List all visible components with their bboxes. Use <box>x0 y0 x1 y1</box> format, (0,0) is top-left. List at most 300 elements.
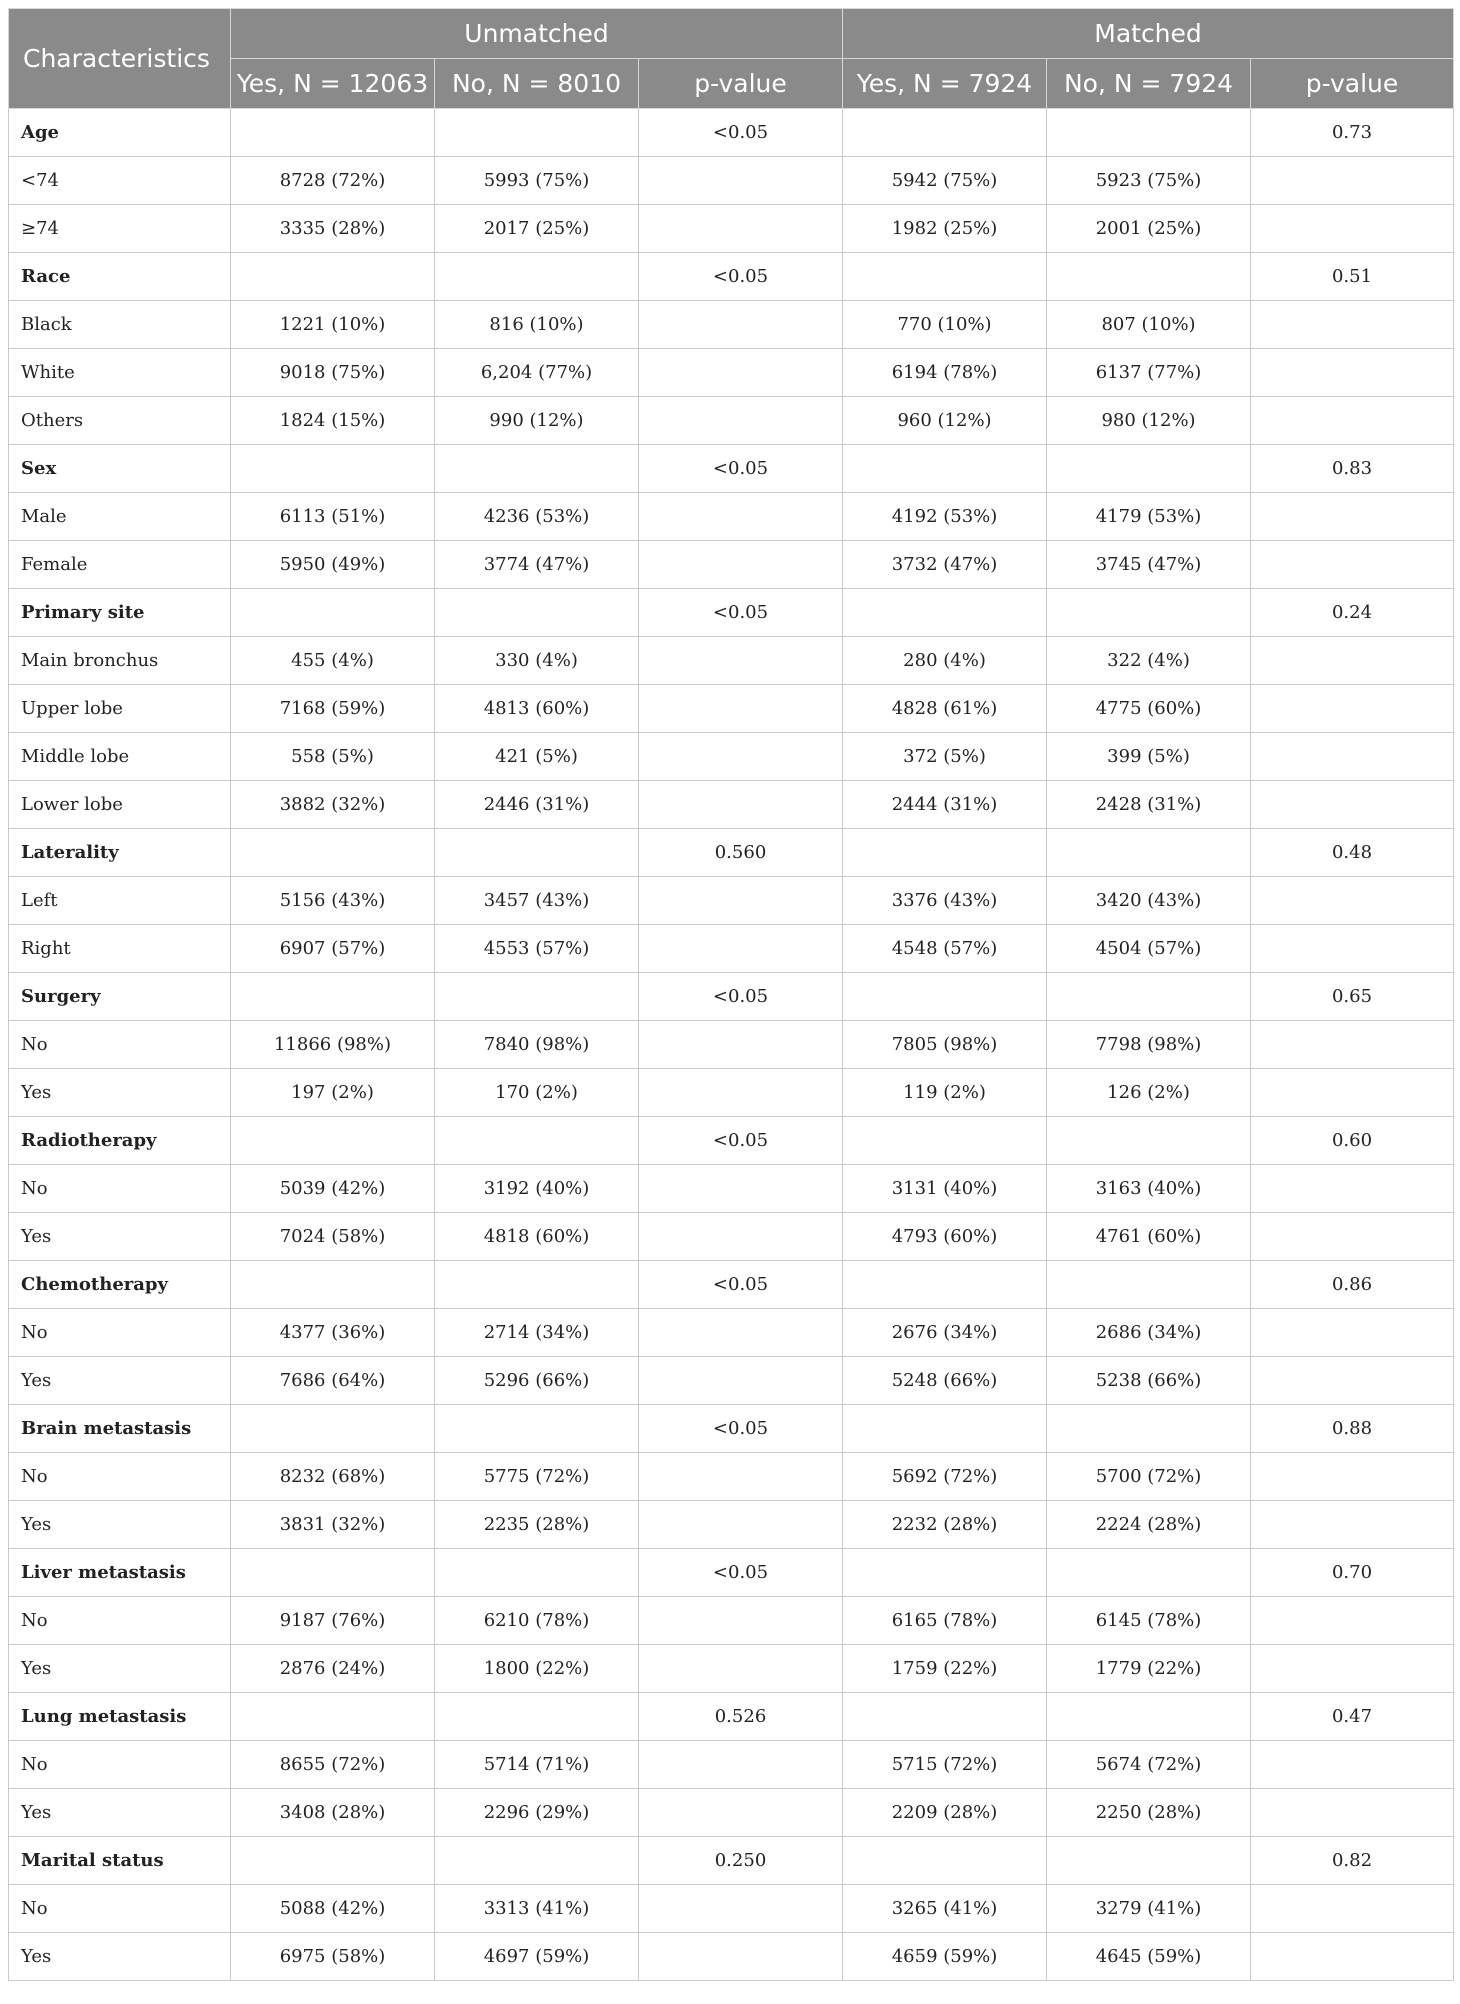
cell-unmatched-no: 5775 (72%) <box>435 1453 639 1501</box>
cell-unmatched-p-value: <0.05 <box>639 253 843 301</box>
cell-unmatched-yes <box>231 1117 435 1165</box>
cell-label: Yes <box>9 1069 231 1117</box>
table-row <box>9 925 1454 973</box>
cell-unmatched-p-value <box>639 1069 843 1117</box>
table-row <box>9 1885 1454 1933</box>
cell-matched-no <box>1047 445 1251 493</box>
cell-unmatched-p-value <box>639 1597 843 1645</box>
cell-label: No <box>9 1885 231 1933</box>
cell-matched-p-value <box>1251 1501 1454 1549</box>
cell-matched-p-value <box>1251 1357 1454 1405</box>
cell-matched-yes <box>843 1405 1047 1453</box>
cell-matched-p-value <box>1251 301 1454 349</box>
cell-unmatched-yes <box>231 1261 435 1309</box>
category-row <box>9 253 1454 301</box>
cell-label: Sex <box>9 445 231 493</box>
table-row <box>9 1453 1454 1501</box>
table-row <box>9 1309 1454 1357</box>
category-row <box>9 589 1454 637</box>
cell-unmatched-p-value <box>639 1741 843 1789</box>
table-row <box>9 877 1454 925</box>
category-row <box>9 445 1454 493</box>
cell-matched-yes: 6194 (78%) <box>843 349 1047 397</box>
cell-label: Lower lobe <box>9 781 231 829</box>
cell-matched-no: 807 (10%) <box>1047 301 1251 349</box>
cell-unmatched-no <box>435 973 639 1021</box>
cell-matched-no <box>1047 589 1251 637</box>
cell-matched-p-value <box>1251 1933 1454 1981</box>
cell-label: <74 <box>9 157 231 205</box>
cell-label: Radiotherapy <box>9 1117 231 1165</box>
cell-unmatched-no: 421 (5%) <box>435 733 639 781</box>
cell-matched-yes: 3732 (47%) <box>843 541 1047 589</box>
category-row <box>9 973 1454 1021</box>
cell-matched-p-value <box>1251 541 1454 589</box>
cell-unmatched-no: 4553 (57%) <box>435 925 639 973</box>
cell-label: Right <box>9 925 231 973</box>
cell-matched-no: 5923 (75%) <box>1047 157 1251 205</box>
cell-unmatched-yes: 1221 (10%) <box>231 301 435 349</box>
table-row <box>9 1789 1454 1837</box>
cell-matched-p-value <box>1251 1645 1454 1693</box>
cell-label: Yes <box>9 1933 231 1981</box>
cell-unmatched-no: 330 (4%) <box>435 637 639 685</box>
cell-unmatched-no: 1800 (22%) <box>435 1645 639 1693</box>
cell-matched-yes <box>843 973 1047 1021</box>
cell-unmatched-p-value <box>639 1357 843 1405</box>
table-header <box>9 9 1454 109</box>
cell-unmatched-p-value <box>639 1645 843 1693</box>
cell-matched-p-value <box>1251 1885 1454 1933</box>
cell-matched-p-value: 0.65 <box>1251 973 1454 1021</box>
cell-unmatched-p-value <box>639 1021 843 1069</box>
cell-label: Surgery <box>9 973 231 1021</box>
cell-matched-no <box>1047 1549 1251 1597</box>
cell-matched-no: 322 (4%) <box>1047 637 1251 685</box>
cell-unmatched-p-value <box>639 1213 843 1261</box>
cell-matched-no: 2686 (34%) <box>1047 1309 1251 1357</box>
cell-matched-yes: 4793 (60%) <box>843 1213 1047 1261</box>
cell-unmatched-p-value <box>639 1501 843 1549</box>
cell-unmatched-p-value <box>639 685 843 733</box>
cell-unmatched-yes: 8655 (72%) <box>231 1741 435 1789</box>
cell-unmatched-p-value: 0.250 <box>639 1837 843 1885</box>
cell-matched-no: 4775 (60%) <box>1047 685 1251 733</box>
cell-label: No <box>9 1741 231 1789</box>
cell-unmatched-no: 3192 (40%) <box>435 1165 639 1213</box>
cell-unmatched-no <box>435 1405 639 1453</box>
table-row <box>9 493 1454 541</box>
cell-unmatched-no <box>435 445 639 493</box>
cell-unmatched-no <box>435 1837 639 1885</box>
cell-unmatched-yes: 6975 (58%) <box>231 1933 435 1981</box>
cell-matched-p-value: 0.24 <box>1251 589 1454 637</box>
cell-label: Age <box>9 109 231 157</box>
table-row <box>9 1501 1454 1549</box>
cell-unmatched-p-value <box>639 1933 843 1981</box>
cell-matched-yes: 119 (2%) <box>843 1069 1047 1117</box>
cell-label: Brain metastasis <box>9 1405 231 1453</box>
cell-unmatched-no: 990 (12%) <box>435 397 639 445</box>
characteristics-table <box>8 8 1454 1981</box>
cell-matched-p-value <box>1251 1597 1454 1645</box>
header-unmatched: Unmatched <box>231 9 843 59</box>
cell-label: Chemotherapy <box>9 1261 231 1309</box>
cell-unmatched-p-value <box>639 1885 843 1933</box>
cell-matched-p-value: 0.83 <box>1251 445 1454 493</box>
cell-unmatched-yes: 197 (2%) <box>231 1069 435 1117</box>
cell-matched-p-value <box>1251 877 1454 925</box>
cell-matched-yes: 3131 (40%) <box>843 1165 1047 1213</box>
cell-matched-yes: 4192 (53%) <box>843 493 1047 541</box>
cell-matched-no: 7798 (98%) <box>1047 1021 1251 1069</box>
cell-matched-yes: 372 (5%) <box>843 733 1047 781</box>
cell-label: Race <box>9 253 231 301</box>
cell-matched-no: 1779 (22%) <box>1047 1645 1251 1693</box>
cell-unmatched-p-value: <0.05 <box>639 1117 843 1165</box>
cell-unmatched-yes: 455 (4%) <box>231 637 435 685</box>
cell-matched-p-value <box>1251 205 1454 253</box>
cell-unmatched-p-value <box>639 349 843 397</box>
cell-label: Laterality <box>9 829 231 877</box>
cell-unmatched-yes <box>231 829 435 877</box>
cell-matched-yes: 2444 (31%) <box>843 781 1047 829</box>
cell-unmatched-no: 2296 (29%) <box>435 1789 639 1837</box>
cell-unmatched-yes: 3831 (32%) <box>231 1501 435 1549</box>
cell-unmatched-no: 7840 (98%) <box>435 1021 639 1069</box>
category-row <box>9 1549 1454 1597</box>
category-row <box>9 1405 1454 1453</box>
cell-unmatched-p-value: <0.05 <box>639 973 843 1021</box>
cell-matched-yes: 4659 (59%) <box>843 1933 1047 1981</box>
cell-matched-yes: 6165 (78%) <box>843 1597 1047 1645</box>
cell-label: Black <box>9 301 231 349</box>
cell-matched-yes <box>843 589 1047 637</box>
cell-unmatched-p-value: <0.05 <box>639 1405 843 1453</box>
cell-unmatched-p-value <box>639 877 843 925</box>
cell-unmatched-no: 816 (10%) <box>435 301 639 349</box>
table-row <box>9 1069 1454 1117</box>
cell-matched-p-value: 0.47 <box>1251 1693 1454 1741</box>
cell-matched-p-value: 0.73 <box>1251 109 1454 157</box>
cell-unmatched-no: 2446 (31%) <box>435 781 639 829</box>
cell-label: No <box>9 1453 231 1501</box>
table-row <box>9 637 1454 685</box>
cell-unmatched-yes <box>231 1837 435 1885</box>
cell-unmatched-yes: 6907 (57%) <box>231 925 435 973</box>
cell-matched-no: 3163 (40%) <box>1047 1165 1251 1213</box>
table-row <box>9 781 1454 829</box>
cell-unmatched-yes: 6113 (51%) <box>231 493 435 541</box>
cell-matched-no: 3279 (41%) <box>1047 1885 1251 1933</box>
cell-unmatched-p-value <box>639 637 843 685</box>
cell-matched-yes: 5942 (75%) <box>843 157 1047 205</box>
cell-unmatched-yes: 3335 (28%) <box>231 205 435 253</box>
header-row-groups <box>9 9 1454 59</box>
cell-label: Yes <box>9 1789 231 1837</box>
cell-matched-yes: 4548 (57%) <box>843 925 1047 973</box>
cell-label: Yes <box>9 1213 231 1261</box>
cell-unmatched-no <box>435 1261 639 1309</box>
cell-unmatched-p-value <box>639 1309 843 1357</box>
cell-unmatched-yes: 7024 (58%) <box>231 1213 435 1261</box>
cell-matched-yes <box>843 1549 1047 1597</box>
cell-unmatched-no: 2714 (34%) <box>435 1309 639 1357</box>
cell-unmatched-no: 2235 (28%) <box>435 1501 639 1549</box>
cell-matched-yes: 1759 (22%) <box>843 1645 1047 1693</box>
cell-label: Female <box>9 541 231 589</box>
cell-unmatched-p-value: <0.05 <box>639 1549 843 1597</box>
cell-matched-no: 5238 (66%) <box>1047 1357 1251 1405</box>
cell-unmatched-yes <box>231 973 435 1021</box>
cell-unmatched-yes: 5088 (42%) <box>231 1885 435 1933</box>
cell-unmatched-p-value <box>639 733 843 781</box>
table-row <box>9 301 1454 349</box>
cell-unmatched-yes <box>231 109 435 157</box>
cell-matched-yes: 3376 (43%) <box>843 877 1047 925</box>
cell-unmatched-no: 6,204 (77%) <box>435 349 639 397</box>
cell-matched-yes <box>843 109 1047 157</box>
cell-unmatched-no <box>435 253 639 301</box>
cell-unmatched-p-value: <0.05 <box>639 589 843 637</box>
cell-label: No <box>9 1165 231 1213</box>
cell-matched-p-value <box>1251 733 1454 781</box>
cell-matched-yes: 5692 (72%) <box>843 1453 1047 1501</box>
cell-matched-p-value <box>1251 397 1454 445</box>
cell-matched-p-value: 0.82 <box>1251 1837 1454 1885</box>
characteristics-table-container <box>8 8 1453 1981</box>
cell-matched-p-value: 0.60 <box>1251 1117 1454 1165</box>
table-row <box>9 205 1454 253</box>
cell-matched-yes: 2209 (28%) <box>843 1789 1047 1837</box>
cell-label: Upper lobe <box>9 685 231 733</box>
cell-unmatched-p-value: <0.05 <box>639 445 843 493</box>
category-row <box>9 1837 1454 1885</box>
header-unmatched-no: No, N = 8010 <box>435 59 639 109</box>
table-row <box>9 157 1454 205</box>
cell-unmatched-no: 4813 (60%) <box>435 685 639 733</box>
cell-unmatched-no: 4697 (59%) <box>435 1933 639 1981</box>
header-matched-no: No, N = 7924 <box>1047 59 1251 109</box>
cell-matched-p-value: 0.86 <box>1251 1261 1454 1309</box>
cell-unmatched-p-value <box>639 493 843 541</box>
header-matched-p-value: p-value <box>1251 59 1454 109</box>
cell-matched-no: 6145 (78%) <box>1047 1597 1251 1645</box>
cell-matched-no: 4645 (59%) <box>1047 1933 1251 1981</box>
cell-unmatched-yes <box>231 1693 435 1741</box>
cell-matched-yes <box>843 253 1047 301</box>
cell-matched-p-value <box>1251 781 1454 829</box>
table-body <box>9 109 1454 1981</box>
cell-matched-no: 2224 (28%) <box>1047 1501 1251 1549</box>
cell-matched-no: 6137 (77%) <box>1047 349 1251 397</box>
table-row <box>9 1645 1454 1693</box>
cell-unmatched-no: 3457 (43%) <box>435 877 639 925</box>
cell-matched-p-value <box>1251 637 1454 685</box>
category-row <box>9 1261 1454 1309</box>
cell-label: No <box>9 1021 231 1069</box>
cell-matched-p-value: 0.51 <box>1251 253 1454 301</box>
header-unmatched-p-value: p-value <box>639 59 843 109</box>
cell-unmatched-p-value: <0.05 <box>639 1261 843 1309</box>
cell-unmatched-yes: 8232 (68%) <box>231 1453 435 1501</box>
cell-matched-yes: 5715 (72%) <box>843 1741 1047 1789</box>
category-row <box>9 1693 1454 1741</box>
cell-matched-no <box>1047 1405 1251 1453</box>
cell-label: Male <box>9 493 231 541</box>
cell-matched-no <box>1047 973 1251 1021</box>
cell-unmatched-yes: 3882 (32%) <box>231 781 435 829</box>
cell-unmatched-yes <box>231 445 435 493</box>
cell-unmatched-yes: 5156 (43%) <box>231 877 435 925</box>
cell-matched-yes: 2676 (34%) <box>843 1309 1047 1357</box>
table-row <box>9 1213 1454 1261</box>
header-characteristics: Characteristics <box>9 9 231 109</box>
cell-unmatched-yes: 558 (5%) <box>231 733 435 781</box>
cell-matched-p-value <box>1251 1021 1454 1069</box>
cell-unmatched-no <box>435 1693 639 1741</box>
cell-matched-yes: 3265 (41%) <box>843 1885 1047 1933</box>
header-matched-yes: Yes, N = 7924 <box>843 59 1047 109</box>
cell-matched-p-value: 0.70 <box>1251 1549 1454 1597</box>
cell-unmatched-p-value: <0.05 <box>639 109 843 157</box>
cell-matched-no <box>1047 109 1251 157</box>
cell-label: Liver metastasis <box>9 1549 231 1597</box>
cell-matched-p-value <box>1251 1741 1454 1789</box>
cell-unmatched-p-value <box>639 1789 843 1837</box>
cell-unmatched-no <box>435 829 639 877</box>
cell-label: Lung metastasis <box>9 1693 231 1741</box>
cell-matched-p-value <box>1251 685 1454 733</box>
table-row <box>9 1741 1454 1789</box>
category-row <box>9 829 1454 877</box>
cell-unmatched-no: 5296 (66%) <box>435 1357 639 1405</box>
cell-matched-yes: 7805 (98%) <box>843 1021 1047 1069</box>
cell-unmatched-p-value <box>639 1165 843 1213</box>
table-row <box>9 397 1454 445</box>
cell-label: Yes <box>9 1501 231 1549</box>
header-matched: Matched <box>843 9 1454 59</box>
cell-label: No <box>9 1597 231 1645</box>
cell-unmatched-no: 4818 (60%) <box>435 1213 639 1261</box>
cell-matched-yes <box>843 829 1047 877</box>
cell-unmatched-p-value <box>639 397 843 445</box>
cell-unmatched-yes <box>231 1549 435 1597</box>
cell-label: Yes <box>9 1645 231 1693</box>
cell-unmatched-no: 170 (2%) <box>435 1069 639 1117</box>
table-row <box>9 541 1454 589</box>
cell-matched-p-value <box>1251 493 1454 541</box>
cell-matched-p-value <box>1251 349 1454 397</box>
cell-matched-no: 126 (2%) <box>1047 1069 1251 1117</box>
cell-matched-no: 3420 (43%) <box>1047 877 1251 925</box>
cell-matched-no <box>1047 253 1251 301</box>
cell-unmatched-yes: 11866 (98%) <box>231 1021 435 1069</box>
cell-matched-no: 980 (12%) <box>1047 397 1251 445</box>
cell-label: Primary site <box>9 589 231 637</box>
cell-label: Main bronchus <box>9 637 231 685</box>
cell-unmatched-yes: 7168 (59%) <box>231 685 435 733</box>
table-row <box>9 1357 1454 1405</box>
cell-matched-p-value <box>1251 157 1454 205</box>
category-row <box>9 109 1454 157</box>
cell-matched-no: 399 (5%) <box>1047 733 1251 781</box>
cell-matched-p-value <box>1251 1165 1454 1213</box>
cell-matched-no: 2428 (31%) <box>1047 781 1251 829</box>
cell-label: No <box>9 1309 231 1357</box>
cell-unmatched-yes: 8728 (72%) <box>231 157 435 205</box>
cell-matched-no: 2001 (25%) <box>1047 205 1251 253</box>
cell-label: Marital status <box>9 1837 231 1885</box>
cell-matched-p-value <box>1251 925 1454 973</box>
cell-unmatched-yes: 7686 (64%) <box>231 1357 435 1405</box>
cell-unmatched-p-value <box>639 925 843 973</box>
cell-unmatched-yes <box>231 253 435 301</box>
cell-matched-yes: 4828 (61%) <box>843 685 1047 733</box>
cell-unmatched-no: 6210 (78%) <box>435 1597 639 1645</box>
cell-unmatched-p-value <box>639 541 843 589</box>
cell-matched-no: 2250 (28%) <box>1047 1789 1251 1837</box>
cell-matched-no <box>1047 1117 1251 1165</box>
cell-unmatched-p-value <box>639 1453 843 1501</box>
table-row <box>9 349 1454 397</box>
cell-matched-yes <box>843 1693 1047 1741</box>
cell-unmatched-p-value <box>639 781 843 829</box>
cell-unmatched-yes: 9187 (76%) <box>231 1597 435 1645</box>
cell-unmatched-yes: 3408 (28%) <box>231 1789 435 1837</box>
cell-matched-no <box>1047 1261 1251 1309</box>
cell-matched-p-value <box>1251 1213 1454 1261</box>
cell-matched-yes <box>843 1261 1047 1309</box>
cell-unmatched-no <box>435 1549 639 1597</box>
cell-matched-no: 3745 (47%) <box>1047 541 1251 589</box>
cell-unmatched-no: 4236 (53%) <box>435 493 639 541</box>
cell-matched-p-value: 0.48 <box>1251 829 1454 877</box>
cell-matched-yes <box>843 1837 1047 1885</box>
cell-unmatched-no: 2017 (25%) <box>435 205 639 253</box>
cell-unmatched-yes: 5039 (42%) <box>231 1165 435 1213</box>
cell-unmatched-no: 3313 (41%) <box>435 1885 639 1933</box>
cell-unmatched-yes: 9018 (75%) <box>231 349 435 397</box>
cell-matched-p-value <box>1251 1069 1454 1117</box>
table-row <box>9 1933 1454 1981</box>
cell-unmatched-p-value: 0.560 <box>639 829 843 877</box>
cell-matched-no: 4761 (60%) <box>1047 1213 1251 1261</box>
cell-matched-yes <box>843 445 1047 493</box>
cell-matched-yes: 770 (10%) <box>843 301 1047 349</box>
cell-unmatched-no: 5993 (75%) <box>435 157 639 205</box>
cell-matched-p-value <box>1251 1789 1454 1837</box>
category-row <box>9 1117 1454 1165</box>
table-row <box>9 733 1454 781</box>
header-unmatched-yes: Yes, N = 12063 <box>231 59 435 109</box>
table-row <box>9 685 1454 733</box>
cell-matched-p-value <box>1251 1453 1454 1501</box>
cell-unmatched-no <box>435 1117 639 1165</box>
cell-unmatched-p-value <box>639 301 843 349</box>
cell-unmatched-yes: 4377 (36%) <box>231 1309 435 1357</box>
cell-matched-no <box>1047 1837 1251 1885</box>
cell-unmatched-yes: 1824 (15%) <box>231 397 435 445</box>
cell-unmatched-yes <box>231 1405 435 1453</box>
cell-label: Middle lobe <box>9 733 231 781</box>
cell-unmatched-p-value <box>639 205 843 253</box>
cell-unmatched-yes: 2876 (24%) <box>231 1645 435 1693</box>
cell-label: Left <box>9 877 231 925</box>
cell-label: Yes <box>9 1357 231 1405</box>
cell-matched-yes: 1982 (25%) <box>843 205 1047 253</box>
cell-unmatched-yes: 5950 (49%) <box>231 541 435 589</box>
